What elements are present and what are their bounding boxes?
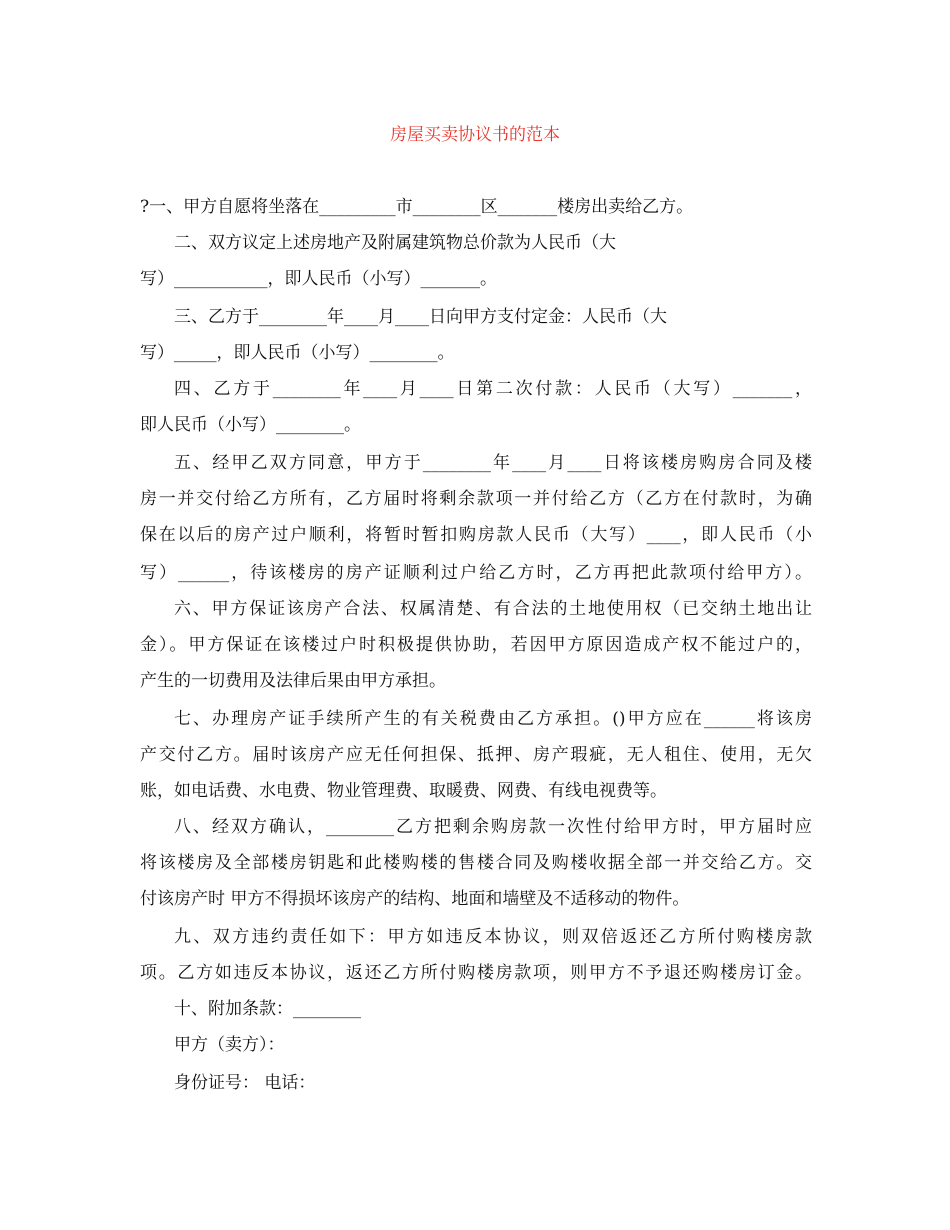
clause-3-line-2: 写）_____，即人民币（小写）________。 (140, 343, 455, 363)
clause-1-line-1: ?一、甲方自愿将坐落在_________市________区_______楼房出卖给乙方。 (140, 197, 694, 217)
clause-7-line-3: 账，如电话费、水电费、物业管理费、取暖费、网费、有线电视费等。 (140, 781, 667, 801)
clause-9-line-1: 九、双方违约责任如下：甲方如违反本协议，则双倍返还乙方所付购楼房款 (174, 927, 812, 947)
clause-3-line-1: 三、乙方于________年____月____日向甲方支付定金：人民币（大 (174, 307, 667, 327)
clause-5-line-4: 写）______，待该楼房的房产证顺利过户给乙方时，乙方再把此款项付给甲方）。 (140, 563, 812, 583)
clause-8-line-1: 八、经双方确认，________乙方把剩余购房款一次性付给甲方时，甲方届时应 (174, 817, 812, 837)
clause-2-line-2: 写）___________，即人民币（小写）_______。 (140, 269, 497, 289)
clause-9-line-2: 项。乙方如违反本协议，返还乙方所付购楼房款项，则甲方不予退还购楼房订金。 (140, 963, 812, 983)
clause-7-line-2: 产交付乙方。届时该房产应无任何担保、抵押、房产瑕疵，无人租住、使用，无欠 (140, 745, 812, 765)
clause-6-line-3: 产生的一切费用及法律后果由甲方承担。 (140, 671, 446, 691)
clause-5-line-3: 保在以后的房产过户顺利，将暂时暂扣购房款人民币（大写）____，即人民币（小 (140, 525, 812, 545)
clause-6-line-1: 六、甲方保证该房产合法、权属清楚、有合法的土地使用权（已交纳土地出让 (174, 599, 812, 619)
clause-7-line-1: 七、办理房产证手续所产生的有关税费由乙方承担。()甲方应在______将该房 (174, 709, 812, 729)
clause-8-line-2: 将该楼房及全部楼房钥匙和此楼购楼的售楼合同及购楼收据全部一并交给乙方。交 (140, 853, 812, 873)
id-phone-line: 身份证号： 电话： (174, 1073, 316, 1093)
clause-6-line-2: 金）。甲方保证在该楼过户时积极提供协助，若因甲方原因造成产权不能过户的， (140, 635, 812, 655)
clause-5-line-1: 五、经甲乙双方同意，甲方于________年____月____日将该楼房购房合同及楼 (174, 453, 812, 473)
clause-10-line: 十、附加条款：________ (174, 999, 361, 1019)
clause-8-line-3: 付该房产时 甲方不得损坏该房产的结构、地面和墙壁及不适移动的物件。 (140, 889, 690, 909)
clause-2-line-1: 二、双方议定上述房地产及附属建筑物总价款为人民币（大 (174, 233, 616, 253)
clause-4-line-2: 即人民币（小写）________。 (140, 415, 361, 435)
document-title: 房屋买卖协议书的范本 (390, 125, 560, 145)
clause-4-line-1: 四、乙方于________年____月____日第二次付款：人民币（大写）_______， (174, 379, 812, 399)
clause-5-line-2: 房一并交付给乙方所有，乙方届时将剩余款项一并付给乙方（乙方在付款时，为确 (140, 489, 812, 509)
seller-party-line: 甲方（卖方）： (174, 1035, 285, 1055)
